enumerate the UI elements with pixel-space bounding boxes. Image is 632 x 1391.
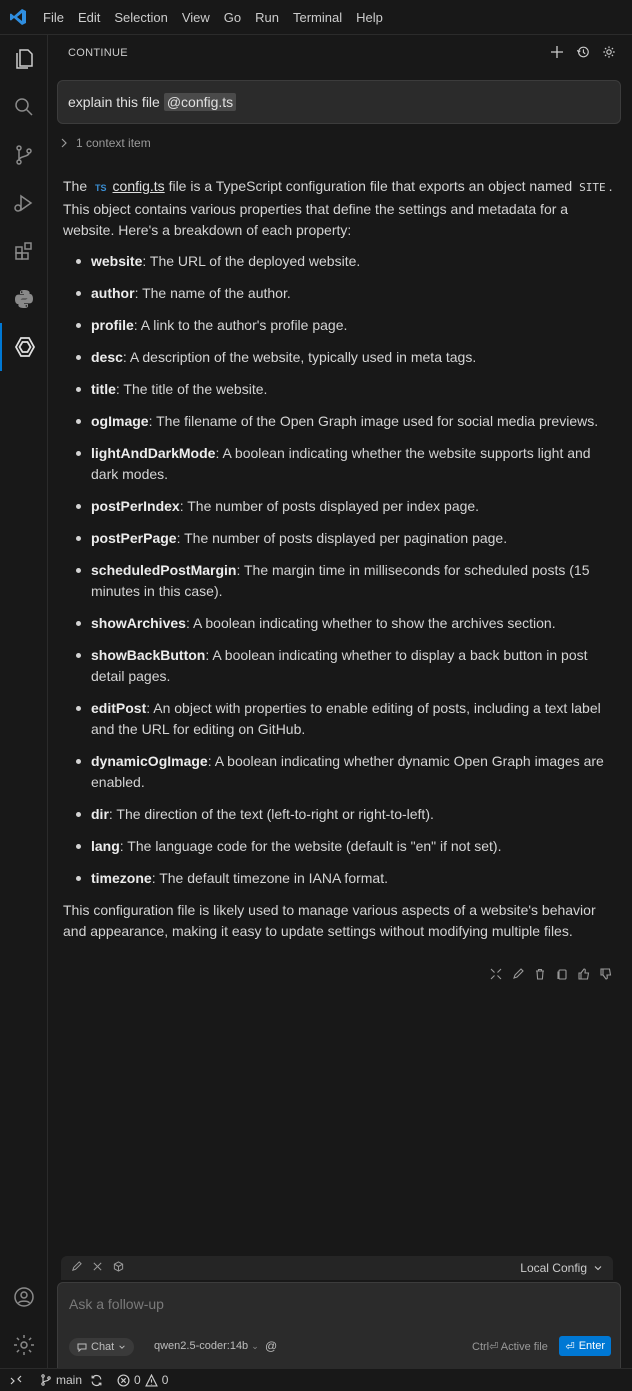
continue-panel bbox=[48, 35, 632, 1368]
python-icon[interactable] bbox=[0, 275, 48, 323]
model-selector[interactable] bbox=[154, 1340, 259, 1352]
list-item: desc: A description of the website, typically used in meta tags. bbox=[63, 347, 621, 368]
settings-icon[interactable] bbox=[0, 1321, 48, 1369]
chevron-down-icon: ⌄ bbox=[251, 1341, 259, 1351]
menu-terminal[interactable]: Terminal bbox=[293, 9, 343, 25]
list-item: website: The URL of the deployed website. bbox=[63, 251, 621, 272]
cube-icon[interactable] bbox=[113, 1259, 124, 1277]
list-item: lightAndDarkMode: A boolean indicating whether the website supports light and dark modes. bbox=[63, 443, 621, 485]
message-actions bbox=[488, 966, 613, 981]
list-item: dynamicOgImage: A boolean indicating whether dynamic Open Graph images are enabled. bbox=[63, 751, 621, 793]
list-item: title: The title of the website. bbox=[63, 379, 621, 400]
enter-key-icon: ⏎ bbox=[565, 1340, 575, 1353]
edit-icon[interactable] bbox=[510, 966, 525, 981]
chevron-down-icon bbox=[118, 1343, 126, 1351]
search-icon[interactable] bbox=[0, 83, 48, 131]
input-placeholder: Ask a follow-up bbox=[69, 1296, 164, 1312]
explorer-icon[interactable] bbox=[0, 35, 48, 83]
mention-button[interactable]: @ bbox=[265, 1339, 278, 1353]
mode-selector[interactable] bbox=[69, 1338, 134, 1356]
active-file-hint[interactable]: Ctrl⏎ Active file bbox=[472, 1341, 548, 1353]
config-selector[interactable] bbox=[520, 1256, 603, 1280]
input-toolbar bbox=[61, 1256, 613, 1280]
menu-file[interactable]: File bbox=[43, 9, 64, 25]
branch-name: main bbox=[56, 1373, 83, 1387]
extensions-icon[interactable] bbox=[0, 227, 48, 275]
error-icon bbox=[117, 1374, 130, 1387]
problems-indicator[interactable] bbox=[117, 1373, 168, 1387]
run-debug-icon[interactable] bbox=[0, 179, 48, 227]
thumbs-down-icon[interactable] bbox=[598, 966, 613, 981]
list-item: postPerIndex: The number of posts displayed per index page. bbox=[63, 496, 621, 517]
account-icon[interactable] bbox=[0, 1273, 48, 1321]
list-item: author: The name of the author. bbox=[63, 283, 621, 304]
file-link[interactable]: config.ts bbox=[112, 178, 165, 194]
activity-bar bbox=[0, 35, 48, 1368]
input-controls bbox=[69, 1336, 611, 1358]
gear-icon[interactable] bbox=[600, 43, 618, 61]
context-items-toggle[interactable] bbox=[60, 135, 151, 151]
source-control-icon[interactable] bbox=[0, 131, 48, 179]
list-item: scheduledPostMargin: The margin time in milliseconds for scheduled posts (15 minutes in this case). bbox=[63, 560, 621, 602]
branch-indicator[interactable] bbox=[40, 1373, 82, 1387]
copy-icon[interactable] bbox=[554, 966, 569, 981]
menu-selection[interactable]: Selection bbox=[114, 9, 168, 25]
vscode-logo-icon bbox=[0, 0, 36, 35]
response-conclusion: This configuration file is likely used to manage various aspects of a website's behavior and appearance, making it easy to update settings without modifying multiple files. bbox=[63, 902, 596, 939]
list-item: lang: The language code for the website (default is "en" if not set). bbox=[63, 836, 621, 857]
list-item: profile: A link to the author's profile page. bbox=[63, 315, 621, 336]
panel-title: CONTINUE bbox=[68, 47, 128, 59]
list-item: timezone: The default timezone in IANA format. bbox=[63, 868, 621, 889]
enter-button[interactable] bbox=[559, 1336, 611, 1356]
list-item: showArchives: A boolean indicating whether to show the archives section. bbox=[63, 613, 621, 634]
panel-actions bbox=[548, 43, 618, 61]
model-label: qwen2.5-coder:14b bbox=[154, 1340, 249, 1352]
new-chat-icon[interactable] bbox=[548, 43, 566, 61]
intro-text-mid: file is a TypeScript configuration file that exports an object named bbox=[168, 178, 573, 194]
collapse-icon[interactable] bbox=[488, 966, 503, 981]
menu-go[interactable]: Go bbox=[223, 9, 242, 25]
enter-label: Enter bbox=[578, 1340, 605, 1352]
intro-text-after: . This object contains various properties that define the settings and metadata for a website. Here's a breakdown of each property: bbox=[63, 178, 613, 238]
trash-icon[interactable] bbox=[532, 966, 547, 981]
error-count: 0 bbox=[134, 1373, 141, 1387]
panel-header bbox=[48, 35, 632, 71]
status-bar bbox=[0, 1368, 632, 1391]
context-label: 1 context item bbox=[76, 136, 151, 150]
intro-text-before: The bbox=[63, 178, 88, 194]
typescript-file-icon: TS bbox=[95, 183, 107, 193]
remote-icon[interactable] bbox=[0, 1374, 32, 1386]
warning-count: 0 bbox=[161, 1373, 169, 1387]
continue-icon[interactable] bbox=[0, 323, 48, 371]
sync-icon[interactable] bbox=[90, 1374, 103, 1387]
warning-icon bbox=[145, 1374, 158, 1387]
mode-label: Chat bbox=[91, 1341, 115, 1353]
menu-bar bbox=[0, 0, 632, 35]
assistant-response bbox=[63, 176, 621, 952]
menu-view[interactable]: View bbox=[181, 9, 210, 25]
menu-help[interactable]: Help bbox=[356, 9, 383, 25]
history-icon[interactable] bbox=[574, 43, 592, 61]
property-list bbox=[63, 251, 621, 889]
pencil-icon[interactable] bbox=[71, 1259, 82, 1277]
user-prompt[interactable] bbox=[57, 80, 621, 124]
chat-icon bbox=[77, 1342, 87, 1352]
chevron-down-icon bbox=[593, 1263, 603, 1273]
menu-edit[interactable]: Edit bbox=[77, 9, 101, 25]
list-item: editPost: An object with properties to enable editing of posts, including a text label and the URL for editing on GitHub. bbox=[63, 698, 621, 740]
list-item: postPerPage: The number of posts displayed per pagination page. bbox=[63, 528, 621, 549]
list-item: ogImage: The filename of the Open Graph image used for social media previews. bbox=[63, 411, 621, 432]
file-mention[interactable]: @config.ts bbox=[164, 93, 236, 111]
branch-icon bbox=[40, 1374, 52, 1386]
prompt-text: explain this file bbox=[68, 94, 160, 110]
thumbs-up-icon[interactable] bbox=[576, 966, 591, 981]
inline-code: SITE bbox=[579, 181, 606, 194]
response-intro bbox=[63, 176, 621, 241]
list-item: showBackButton: A boolean indicating whether to display a back button in post detail pages. bbox=[63, 645, 621, 687]
menu-run[interactable]: Run bbox=[255, 9, 279, 25]
config-label: Local Config bbox=[520, 1261, 587, 1275]
tools-icon[interactable] bbox=[92, 1259, 103, 1277]
list-item: dir: The direction of the text (left-to-right or right-to-left). bbox=[63, 804, 621, 825]
chevron-right-icon bbox=[60, 138, 68, 148]
